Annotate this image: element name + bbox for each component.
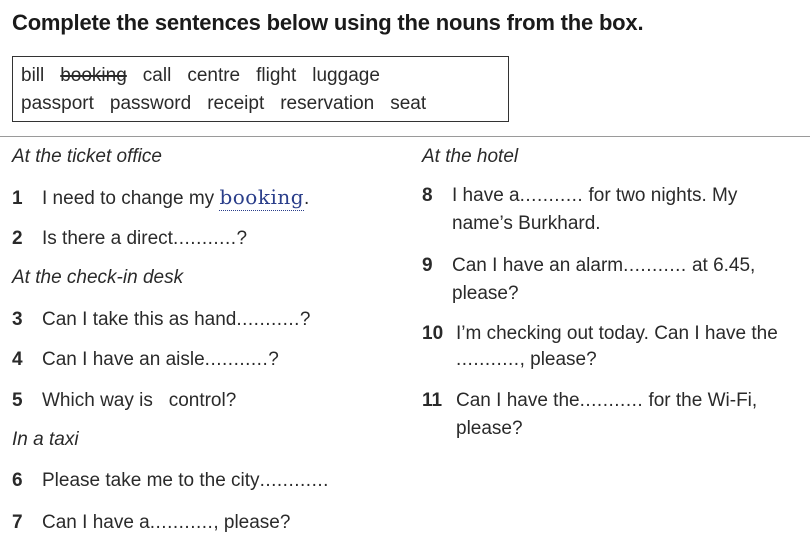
question-3-end: ? [299, 309, 311, 330]
question-7-blank[interactable]: ........... [149, 512, 214, 533]
question-6-text: Please take me to the city [42, 470, 260, 491]
question-6-blank[interactable]: ........... [259, 470, 324, 491]
question-5-text: Which way is control? [42, 390, 237, 411]
section-check-in-desk: At the check-in desk [12, 267, 184, 288]
question-2 [12, 226, 247, 252]
question-1 [12, 184, 309, 212]
question-1-end: . [304, 188, 310, 209]
question-11-number: 11 [422, 390, 443, 411]
question-1-number: 1 [12, 188, 23, 209]
question-10-line-2 [422, 347, 597, 373]
word-box-item: call [142, 65, 172, 86]
question-7 [12, 510, 290, 536]
question-10-number: 10 [422, 323, 444, 344]
question-8-text: I have a [452, 185, 520, 206]
question-11-blank[interactable]: ........... [579, 390, 644, 411]
word-box-item: booking [60, 65, 127, 86]
question-9-end: at 6.45, [691, 255, 756, 276]
word-box-item: password [109, 93, 192, 114]
question-8-line-2: name’s Burkhard. [452, 213, 601, 234]
question-1-text: I need to change my [42, 188, 220, 209]
word-box-row-2 [21, 90, 508, 118]
question-4 [12, 347, 279, 373]
question-7-number: 7 [12, 512, 23, 533]
section-hotel: At the hotel [422, 146, 519, 167]
instruction-heading: Complete the sentences below using the nouns from the box. [12, 10, 644, 35]
question-2-number: 2 [12, 228, 23, 249]
question-7-text: Can I have a [42, 512, 150, 533]
question-3 [12, 307, 311, 333]
question-9 [422, 253, 755, 279]
word-box-item: luggage [312, 65, 380, 86]
question-11-line-2: please? [456, 418, 523, 439]
question-4-blank[interactable]: ........... [204, 349, 269, 370]
question-2-end: ? [236, 228, 248, 249]
question-10-text: I’m checking out today. Can I have the [456, 323, 778, 344]
question-11-end: for the Wi-Fi, [648, 390, 758, 411]
word-box-row-1 [21, 62, 508, 90]
word-box-item: centre [187, 65, 241, 86]
section-ticket-office: At the ticket office [12, 146, 162, 167]
question-4-text: Can I have an aisle [42, 349, 205, 370]
question-2-blank[interactable]: ........... [172, 228, 237, 249]
question-9-blank[interactable]: ........... [623, 255, 687, 276]
word-box-item: flight [256, 65, 297, 86]
question-2-text: Is there a direct [42, 228, 173, 249]
word-box-item: bill [21, 65, 45, 86]
question-9-number: 9 [422, 255, 433, 276]
word-box [12, 56, 509, 122]
word-box-item: reservation [280, 93, 375, 114]
word-box-item: passport [21, 93, 94, 114]
question-1-answer: booking [219, 185, 305, 209]
divider-line [0, 136, 810, 137]
question-11-text: Can I have the [456, 390, 580, 411]
question-10-end: , please? [519, 349, 597, 370]
word-box-item: receipt [207, 93, 265, 114]
question-3-number: 3 [12, 309, 23, 330]
question-8-number: 8 [422, 185, 433, 206]
question-11 [422, 388, 757, 414]
question-9-text: Can I have an alarm [452, 255, 624, 276]
question-4-end: ? [268, 349, 279, 370]
question-8-end: for two nights. My [588, 185, 738, 206]
question-10 [422, 321, 778, 347]
question-10-blank[interactable]: ........... [456, 349, 520, 370]
question-5 [12, 388, 236, 414]
question-6-number: 6 [12, 470, 23, 491]
question-9-line-2: please? [452, 283, 519, 304]
question-3-text: Can I take this as hand [42, 309, 237, 330]
question-6 [12, 468, 328, 494]
question-7-end: , please? [213, 512, 291, 533]
question-4-number: 4 [12, 349, 23, 370]
question-5-number: 5 [12, 390, 23, 411]
word-box-item: seat [390, 93, 427, 114]
question-8 [422, 183, 737, 209]
question-3-blank[interactable]: ........... [236, 309, 300, 330]
question-6-end: . [323, 470, 329, 491]
question-8-blank[interactable]: ........... [519, 185, 584, 206]
section-taxi: In a taxi [12, 429, 79, 450]
